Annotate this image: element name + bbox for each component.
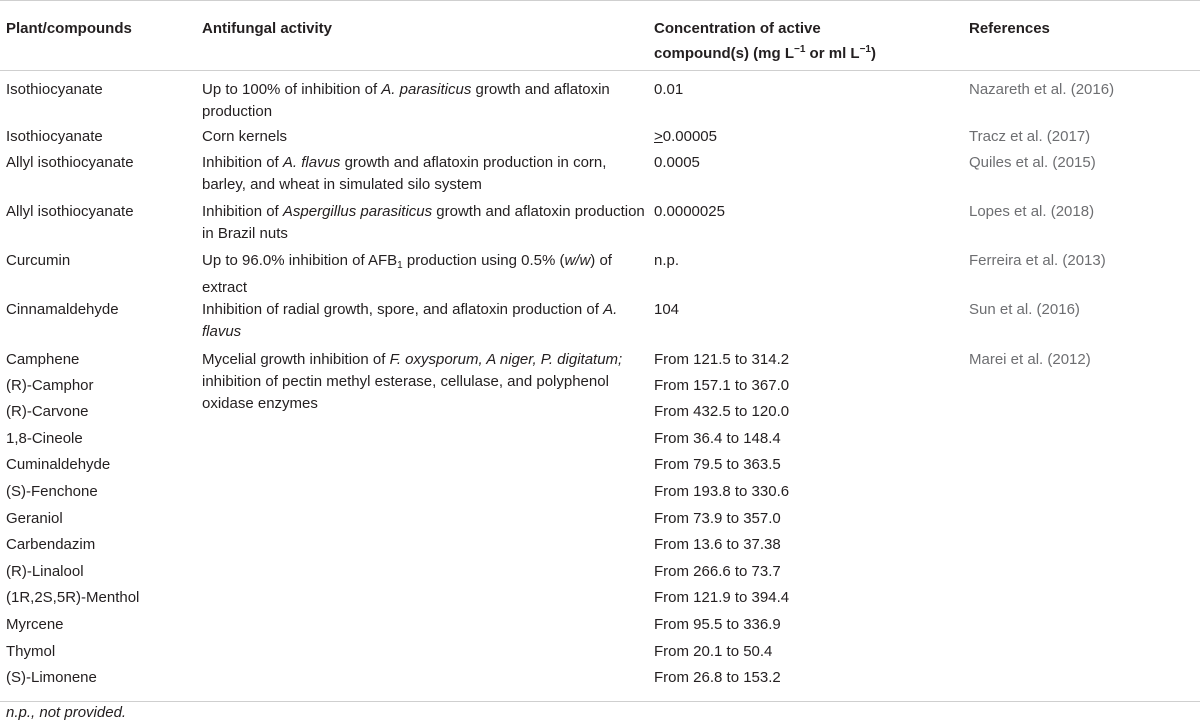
- table-row: [0, 250, 1200, 299]
- cell-compound: 1,8-Cineole: [6, 429, 83, 447]
- table-footnote: n.p., not provided.: [6, 704, 127, 721]
- table-row: [0, 534, 1200, 561]
- cell-activity: [196, 348, 648, 428]
- activity-text: Inhibition of radial growth, spore, and aflatoxin production of: [202, 301, 604, 319]
- cell-concentration: From 13.6 to 37.38: [654, 536, 781, 554]
- cell-concentration: 104: [654, 301, 680, 319]
- header-concentration-line2a: compound(s) (mg L: [654, 45, 794, 62]
- cell-concentration: From 36.4 to 148.4: [654, 429, 781, 447]
- cell-reference: Lopes et al. (2018): [969, 203, 1095, 221]
- cell-activity-empty: [196, 614, 648, 641]
- cell-concentration: From 157.1 to 367.0: [654, 376, 790, 394]
- cell-reference-empty: [961, 508, 1200, 535]
- cell-reference-empty: [961, 428, 1200, 455]
- cell-concentration: From 193.8 to 330.6: [654, 483, 790, 501]
- cell-compound: Cuminaldehyde: [6, 456, 111, 474]
- concentration-prefix: >: [654, 127, 663, 145]
- cell-reference-empty: [961, 587, 1200, 614]
- activity-text: Up to 100% of inhibition of: [202, 81, 382, 98]
- cell-reference-empty: [961, 641, 1200, 668]
- table-row: [0, 126, 1200, 153]
- cell-activity-empty: [196, 561, 648, 588]
- cell-concentration: From 95.5 to 336.9: [654, 616, 781, 634]
- cell-activity: Corn kernels: [202, 127, 288, 145]
- cell-reference-empty: [961, 667, 1200, 701]
- cell-activity: [196, 299, 648, 348]
- cell-compound: Geraniol: [6, 509, 63, 527]
- cell-reference-empty: [961, 401, 1200, 428]
- cell-reference: Ferreira et al. (2013): [969, 252, 1106, 270]
- cell-concentration: From 266.6 to 73.7: [654, 562, 781, 580]
- activity-text: Inhibition of: [202, 203, 283, 221]
- activity-text: Inhibition of: [202, 154, 283, 172]
- cell-compound: Cinnamaldehyde: [6, 301, 119, 319]
- cell-compound: Curcumin: [6, 252, 71, 270]
- cell-compound: (S)-Limonene: [0, 667, 196, 701]
- cell-compound: Myrcene: [6, 616, 64, 634]
- header-concentration-line2c: ): [870, 45, 876, 62]
- cell-reference-empty: [961, 534, 1200, 561]
- cell-concentration: 0.01: [654, 81, 684, 98]
- cell-activity: [196, 250, 648, 299]
- activity-text: growth and aflatoxin production in corn, barley, and wheat in simulated silo system: [202, 154, 607, 194]
- activity-text: Up to 96.0% inhibition of AFB: [202, 252, 398, 270]
- table-row: [0, 587, 1200, 614]
- cell-activity-empty: [196, 587, 648, 614]
- cell-compound: Isothiocyanate: [6, 127, 103, 145]
- cell-compound: Carbendazim: [6, 536, 96, 554]
- cell-concentration: 0.0005: [654, 154, 700, 172]
- cell-concentration: From 121.5 to 314.2: [654, 351, 790, 369]
- cell-concentration: 0.0000025: [654, 203, 725, 221]
- cell-compound: (R)-Linalool: [6, 562, 84, 580]
- table-row: [0, 508, 1200, 535]
- cell-activity: [196, 71, 648, 126]
- cell-concentration: n.p.: [654, 252, 680, 270]
- cell-reference-empty: [961, 454, 1200, 481]
- cell-concentration: From 121.9 to 394.4: [654, 589, 790, 607]
- cell-reference: Nazareth et al. (2016): [969, 81, 1115, 98]
- header-references: References: [961, 1, 1200, 71]
- activity-text: ) of extract: [202, 252, 612, 297]
- cell-compound: Camphene: [6, 351, 80, 369]
- activity-italic: w/w: [564, 252, 591, 270]
- table-row: [0, 561, 1200, 588]
- cell-concentration: From 20.1 to 50.4: [654, 642, 773, 660]
- activity-species: F. oxysporum, A niger, P. digitatum;: [389, 351, 623, 369]
- cell-reference-empty: [961, 561, 1200, 588]
- cell-reference-empty: [961, 614, 1200, 641]
- table-row: [0, 641, 1200, 668]
- cell-activity: [196, 152, 648, 201]
- table-body: [0, 71, 1200, 702]
- cell-activity-empty: [196, 534, 648, 561]
- cell-concentration: From 73.9 to 357.0: [654, 509, 781, 527]
- header-concentration: [648, 1, 961, 71]
- cell-compound: Isothiocyanate: [6, 81, 103, 98]
- activity-species: A. flavus: [202, 301, 618, 341]
- header-concentration-line2b: or ml L: [805, 45, 860, 62]
- cell-reference-empty: [961, 375, 1200, 402]
- cell-reference: Sun et al. (2016): [969, 301, 1080, 319]
- table-row: [0, 481, 1200, 508]
- activity-species: A. flavus: [282, 154, 341, 172]
- cell-compound: Allyl isothiocyanate: [6, 203, 134, 221]
- activity-species: A. parasiticus: [381, 81, 472, 98]
- cell-concentration: From 79.5 to 363.5: [654, 456, 781, 474]
- cell-reference-empty: [961, 481, 1200, 508]
- table-row: [0, 614, 1200, 641]
- cell-compound: Thymol: [6, 642, 56, 660]
- cell-compound: (S)-Fenchone: [6, 483, 98, 501]
- table-row: [0, 667, 1200, 701]
- cell-reference: Marei et al. (2012): [969, 351, 1091, 369]
- cell-compound: (R)-Camphor: [6, 376, 94, 394]
- activity-text: growth and aflatoxin production: [202, 81, 610, 120]
- concentration-value: 0.00005: [662, 127, 717, 145]
- activity-subscript: 1: [397, 260, 403, 272]
- activity-text: inhibition of pectin methyl esterase, cellulase, and polyphenol oxidase enzymes: [202, 373, 609, 413]
- cell-reference: Quiles et al. (2015): [969, 154, 1096, 172]
- table-row: [0, 454, 1200, 481]
- table-row: [0, 152, 1200, 201]
- cell-activity-empty: [196, 454, 648, 481]
- header-antifungal-activity: Antifungal activity: [196, 1, 648, 71]
- cell-activity-empty: [196, 508, 648, 535]
- header-plant-compounds: Plant/compounds: [0, 1, 196, 71]
- activity-species: Aspergillus parasiticus: [282, 203, 433, 221]
- table-row: [0, 348, 1200, 375]
- cell-activity-empty: [196, 667, 648, 701]
- cell-concentration: From 432.5 to 120.0: [654, 403, 790, 421]
- activity-text: production using 0.5% (: [402, 252, 565, 270]
- table-row: [0, 428, 1200, 455]
- activity-text: Mycelial growth inhibition of: [202, 351, 390, 369]
- cell-compound: Allyl isothiocyanate: [6, 154, 134, 172]
- cell-activity-empty: [196, 481, 648, 508]
- header-concentration-line1: Concentration of active: [654, 20, 821, 37]
- cell-concentration: From 26.8 to 153.2: [648, 667, 961, 701]
- cell-compound: (1R,2S,5R)-Menthol: [6, 589, 140, 607]
- cell-activity: [196, 201, 648, 250]
- table-row: [0, 201, 1200, 250]
- table-header: [0, 1, 1200, 71]
- header-concentration-sup2: −1: [859, 44, 871, 55]
- table-row: [0, 71, 1200, 126]
- cell-compound: (R)-Carvone: [6, 403, 89, 421]
- activity-text: growth and aflatoxin production in Brazil nuts: [202, 203, 645, 243]
- cell-activity-empty: [196, 641, 648, 668]
- table-row: [0, 299, 1200, 348]
- cell-activity-empty: [196, 428, 648, 455]
- cell-concentration: [648, 126, 961, 153]
- cell-reference: Tracz et al. (2017): [969, 127, 1091, 145]
- header-concentration-sup1: −1: [793, 44, 806, 55]
